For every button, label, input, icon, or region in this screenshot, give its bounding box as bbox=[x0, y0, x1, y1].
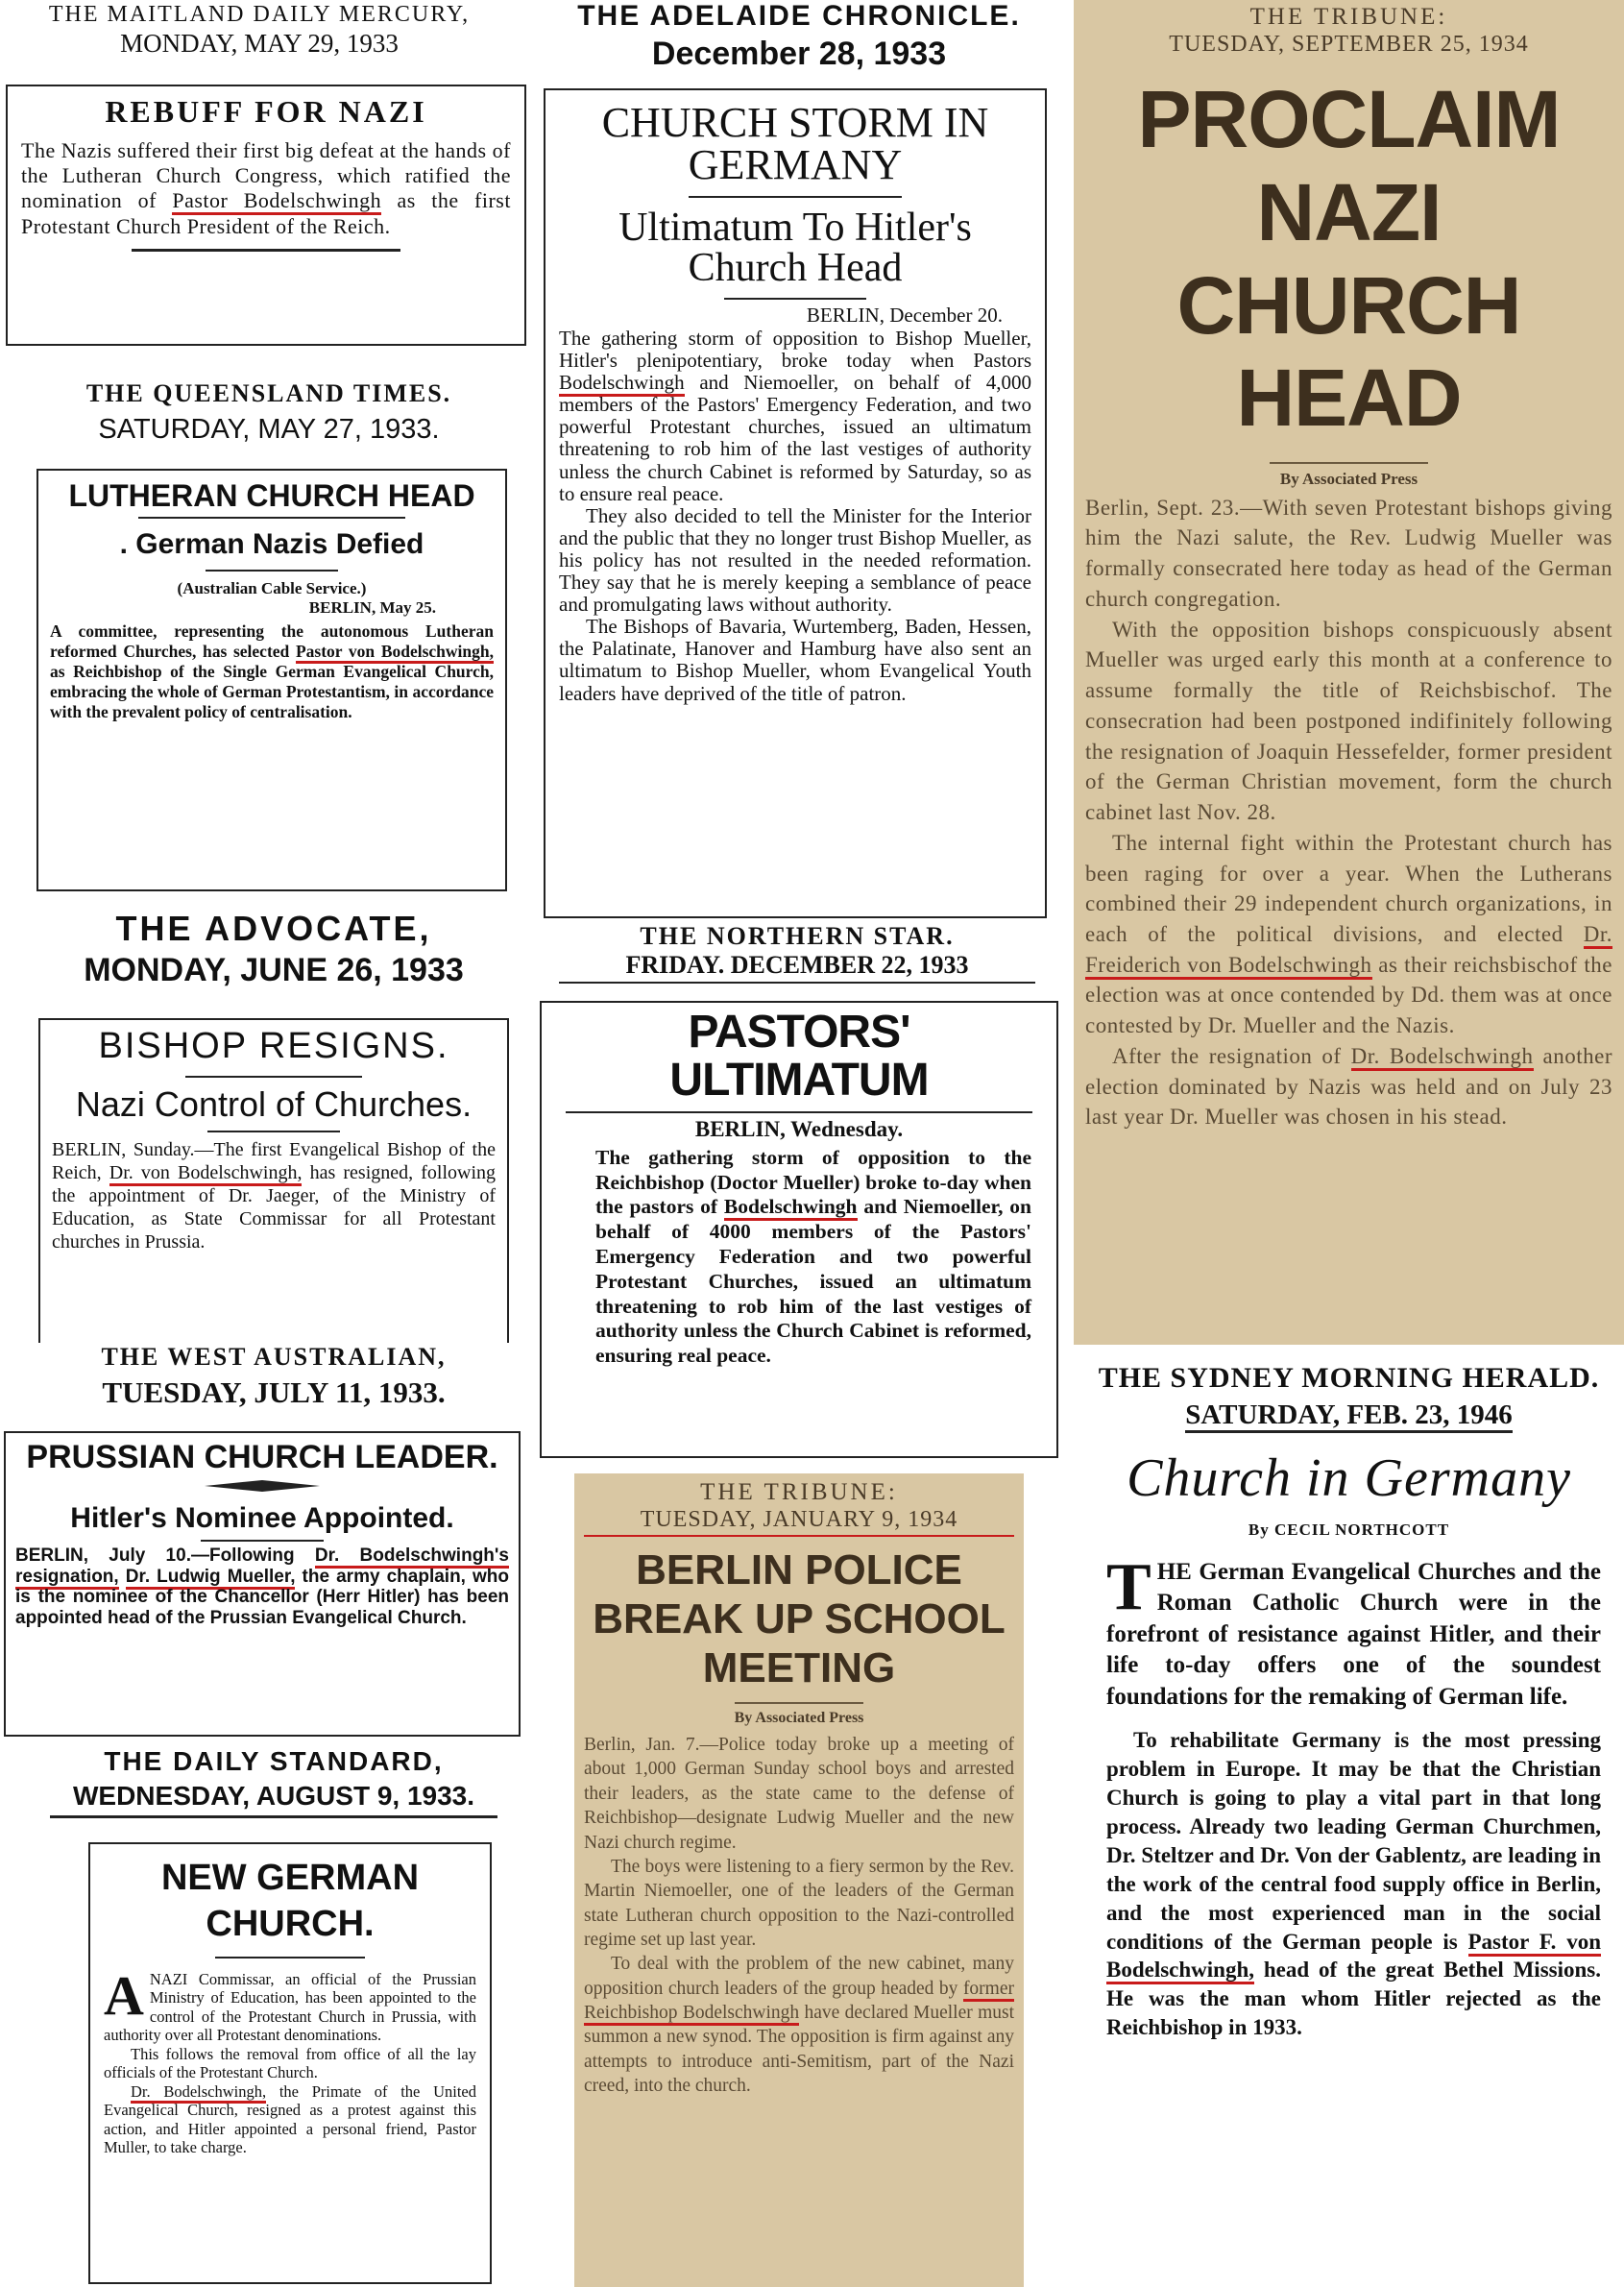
masthead-date: FRIDAY. DECEMBER 22, 1933 bbox=[625, 950, 969, 979]
smh-article bbox=[1074, 1447, 1624, 2287]
masthead-title: THE DAILY STANDARD, bbox=[104, 1746, 444, 1776]
article-dateline: BERLIN, Wednesday. bbox=[694, 1116, 904, 1141]
masthead-date: SATURDAY, MAY 27, 1933. bbox=[98, 413, 440, 445]
queensland-article bbox=[36, 469, 507, 891]
masthead-title: THE MAITLAND DAILY MERCURY, bbox=[48, 2, 471, 27]
article-byline: (Australian Cable Service.) bbox=[177, 578, 367, 597]
article-byline: By Associated Press bbox=[734, 1710, 864, 1727]
masthead-title: THE ADVOCATE, bbox=[115, 909, 432, 948]
divider bbox=[1270, 462, 1428, 464]
divider bbox=[559, 982, 1036, 984]
highlight-bodelschwingh: Dr. von Bodelschwingh, bbox=[109, 1162, 303, 1186]
article-subhead: Hitler's Nominee Appointed. bbox=[70, 1501, 454, 1534]
masthead-title: THE NORTHERN STAR. bbox=[640, 922, 955, 950]
article-headline: NEW GERMAN CHURCH. bbox=[160, 1858, 420, 1944]
article-headline: Church in Germany bbox=[1127, 1448, 1571, 1508]
tribune-jan-article bbox=[574, 1473, 1024, 2287]
maitland-masthead-block bbox=[0, 0, 519, 75]
maitland-article bbox=[6, 85, 526, 346]
article-body: Berlin, Sept. 23.—With seven Protestant bishops giving him the Nazi salute, the Rev. Ludwig Mueller was formally consecrated here today as head of the German church congregation. With the opposition bishops conspicuously absent Mueller was urged early this month at a conference to assume formally the title of Reichsbischof. The consecration had been postponed indifinitely following the resignation of Joaquin Hessefelder, former president of the German Christian movement, form the church cabinet last Nov. 28. The internal fight within the Protestant church has been raging for over a year. When the Lutherans combined their 29 independent church organizations, in each of the political divisions, and elected Dr. Freiderich von Bodelschwingh as their reichsbischof the election was at once contended by Dd. them was at once contested by Dr. Mueller and the Nazis. After the resignation of Dr. Bodelschwingh another election dominated by Nazis was held and on July 23 last year Dr. Mueller was chosen in his stead. bbox=[1085, 495, 1612, 1130]
highlight-mueller: Dr. Ludwig Mueller, bbox=[126, 1567, 296, 1590]
divider bbox=[724, 298, 866, 300]
northern-star-article bbox=[540, 1001, 1058, 1458]
masthead-date bbox=[1074, 1399, 1624, 1431]
divider bbox=[185, 1076, 363, 1078]
divider bbox=[735, 1702, 863, 1704]
article-dateline: BERLIN, December 20. bbox=[806, 304, 1003, 327]
article-subhead: Ultimatum To Hitler's Church Head bbox=[618, 206, 972, 290]
highlight-bodelschwingh: Pastor F. von Bodelschwingh, bbox=[1106, 1930, 1601, 1985]
article-body: The gathering storm of opposition to the Reichbishop (Doctor Mueller) broke to-day when the pastors of Bodelschwingh and Niemoeller, on behalf of 4000 members of the Pastors' Emergency Federation and two powerful Protestant Churches, issued an ultimatum threatening to rob him of the last vestiges of authority unless the Church Cabinet is reformed, ensuring real peace. bbox=[595, 1145, 1031, 1368]
article-headline: PASTORS' ULTIMATUM bbox=[669, 1007, 929, 1107]
highlight-bodelschwingh: Pastor Bodelschwingh bbox=[172, 188, 381, 215]
daily-standard-masthead-block bbox=[38, 1746, 509, 1827]
masthead-title: THE SYDNEY MORNING HERALD. bbox=[1098, 1362, 1600, 1394]
article-body: BERLIN, July 10.—Following Dr. Bodelschwingh's resignation, Dr. Ludwig Mueller, the army chaplain, who is the nominee of the Chancellor (Herr Hitler) has been appointed head of the Prussian Evangelical Church. bbox=[15, 1545, 510, 1629]
adelaide-masthead-block bbox=[540, 0, 1058, 77]
masthead-title: THE TRIBUNE: bbox=[1249, 4, 1448, 30]
article-body: BERLIN, Sunday.—The first Evangelical Bishop of the Reich, Dr. von Bodelschwingh, has resigned, following the appointment of Dr. Jaeger, of the Ministry of Education, as State Commissar for all Protestant churches in Prussia. bbox=[52, 1139, 497, 1253]
highlight-bodelschwingh: Dr. Freiderich von Bodelschwingh bbox=[1085, 922, 1612, 980]
masthead-date: December 28, 1933 bbox=[651, 35, 947, 72]
article-body: A NAZI Commissar, an official of the Prussian Ministry of Education, has been appointed to the control of the Protestant Church in Prussia, with authority over all Protestant denominations. This follows the removal from office of all the lay officials of the Protestant Church. Dr. Bodelschwingh, the Primate of the United Evangelical Church, resigned as a protest against this action, and Hitler appointed a personal friend, Pastor Muller, to take charge. bbox=[104, 1964, 476, 2157]
smh-masthead-block bbox=[1074, 1362, 1624, 1441]
masthead-date: TUESDAY, SEPTEMBER 25, 1934 bbox=[1169, 31, 1529, 57]
article-body: The Nazis suffered their first big defeat at the hands of the Lutheran Church Congress, which ratified the nomination of Pastor Bodelschwingh as the first Protestant Church President of the Reich. bbox=[21, 137, 511, 238]
tribune-sep-article bbox=[1074, 0, 1624, 1345]
divider bbox=[206, 570, 339, 572]
masthead-title: THE QUEENSLAND TIMES. bbox=[85, 379, 452, 407]
masthead-title: THE WEST AUSTRALIAN, bbox=[101, 1343, 447, 1371]
article-subhead: Nazi Control of Churches. bbox=[75, 1083, 473, 1124]
masthead-title: THE ADELAIDE CHRONICLE. bbox=[577, 0, 1021, 32]
highlight-bodelschwingh: former Reichbishop Bodelschwingh bbox=[584, 1979, 1014, 2026]
west-australian-article bbox=[4, 1431, 521, 1737]
daily-standard-article bbox=[88, 1842, 492, 2284]
masthead-date: TUESDAY, JANUARY 9, 1934 bbox=[640, 1506, 958, 1532]
article-body: The gathering storm of opposition to Bishop Mueller, Hitler's plenipotentiary, broke today when Pastors Bodelschwingh and Niemoeller, on behalf of 4,000 members of the Pastors' Emergency Federation, and two powerful Protestant churches, issued an ultimatum threatening to rob him of the last vestiges of authority unless the church Cabinet is reformed by Saturday, so as to ensure real peace. They also decided to tell the Minister for the Interior and the public that they no longer trust Bishop Mueller, as his policy has not resulted in the needed reformation. They say that he is merely keeping a semblance of peace and promulgating laws without authority. The Bishops of Bavaria, Wurtemberg, Baden, Hessen, the Palatinate, Hanover and Hamburg have also sent an ultimatum to Bishop Mueller, whom Evangelical Youth leaders have deprived of the title of patron. bbox=[559, 327, 1031, 705]
queensland-masthead-block bbox=[29, 379, 509, 456]
masthead-underline bbox=[584, 1535, 1014, 1537]
divider bbox=[132, 249, 401, 252]
divider bbox=[566, 1111, 1032, 1113]
northern-star-masthead-block bbox=[538, 922, 1056, 994]
ornament-divider bbox=[15, 1479, 509, 1496]
advocate-masthead-block bbox=[38, 909, 509, 1005]
adelaide-article bbox=[544, 88, 1047, 918]
divider bbox=[207, 1131, 341, 1132]
masthead-title: THE TRIBUNE: bbox=[700, 1479, 898, 1505]
divider bbox=[201, 1540, 325, 1542]
tribune-sep-masthead bbox=[1085, 4, 1612, 58]
masthead-date: MONDAY, MAY 29, 1933 bbox=[120, 28, 399, 58]
advocate-article bbox=[38, 1018, 509, 1345]
masthead-date: MONDAY, JUNE 26, 1933 bbox=[84, 952, 464, 989]
article-headline: LUTHERAN CHURCH HEAD bbox=[68, 478, 475, 513]
divider bbox=[138, 517, 404, 519]
article-headline: PROCLAIM NAZI CHURCH HEAD bbox=[1137, 74, 1561, 444]
highlight-bodelschwingh: Dr. Bodelschwingh bbox=[1351, 1044, 1534, 1071]
article-headline: REBUFF FOR NAZI bbox=[105, 94, 427, 129]
article-headline: BISHOP RESIGNS. bbox=[98, 1026, 449, 1066]
highlight-bodelschwingh: Dr. Bodelschwingh's resignation, bbox=[15, 1545, 509, 1590]
divider bbox=[215, 1957, 364, 1959]
article-body: A committee, representing the autonomous Lutheran reformed Churches, has selected Pastor von Bodelschwingh, as Reichbishop of the Single German Evangelical Church, embracing the whole of German Protestantism, in accordance with the prevalent policy of centralisation. bbox=[50, 620, 494, 721]
article-headline: CHURCH STORM IN GERMANY bbox=[601, 99, 989, 188]
article-headline: BERLIN POLICE BREAK UP SCHOOL MEETING bbox=[593, 1546, 1006, 1691]
divider-ornament-icon bbox=[205, 1480, 320, 1492]
west-australian-masthead-block bbox=[38, 1343, 509, 1418]
article-body: THE German Evangelical Churches and the Roman Catholic Church were in the forefront of resistance against Hitler, and their life to-day offers one of the soundest foundations for the remaking of German life. To rehabilitate Germany is the most pressing problem in Europe. It may be that the Christian Church is going to play a vital part in that long process. Already two leading German Churchmen, Dr. Steltzer and Dr. Von der Gablentz, are leading in the work of the central food supply office in Berlin, and the most experienced man in the social conditions of the German people is Pastor F. von Bodelschwingh, head of the great Bethel Missions. He was the man whom Hitler rejected as the Reichbishop in 1933. bbox=[1106, 1549, 1602, 2040]
highlight-bodelschwingh: Bodelschwingh bbox=[559, 371, 685, 397]
divider bbox=[50, 1815, 497, 1818]
article-dateline: BERLIN, May 25. bbox=[308, 597, 436, 617]
masthead-date-text: SATURDAY, FEB. 23, 1946 bbox=[1185, 1399, 1513, 1433]
drop-cap: T bbox=[1106, 1549, 1151, 1624]
article-body: Berlin, Jan. 7.—Police today broke up a meeting of about 1,000 German Sunday school boys and arrested their leaders, as the state came to the defense of Reichbishop—designate Ludwig Mueller and the new Nazi church regime. The boys were listening to a fiery sermon by the Rev. Martin Niemoeller, one of the leaders of the German state Lutheran church opposition to the Nazi-controlled regime set up last year. To deal with the problem of the new cabinet, many opposition church leaders of the group headed by former Reichbishop Bodelschwingh have declared Mueller must summon a new synod. The opposition is firm against any attempts to introduce anti-Semitism, part of the Nazi creed, into the church. bbox=[584, 1735, 1014, 2096]
tribune-jan-masthead bbox=[584, 1479, 1014, 1533]
highlight-bodelschwingh: Pastor von Bodelschwingh, bbox=[296, 642, 494, 664]
highlight-bodelschwingh: Bodelschwingh bbox=[724, 1195, 858, 1221]
highlight-bodelschwingh: Dr. Bodelschwingh, bbox=[131, 2082, 266, 2104]
article-subhead: . German Nazis Defied bbox=[119, 527, 424, 560]
drop-cap: A bbox=[104, 1964, 144, 2027]
article-byline: By CECIL NORTHCOTT bbox=[1248, 1520, 1450, 1539]
masthead-date: WEDNESDAY, AUGUST 9, 1933. bbox=[72, 1781, 475, 1812]
article-headline: PRUSSIAN CHURCH LEADER. bbox=[26, 1439, 498, 1475]
masthead-date: TUESDAY, JULY 11, 1933. bbox=[102, 1375, 446, 1409]
divider bbox=[689, 196, 901, 198]
article-byline: By Associated Press bbox=[1279, 469, 1418, 488]
